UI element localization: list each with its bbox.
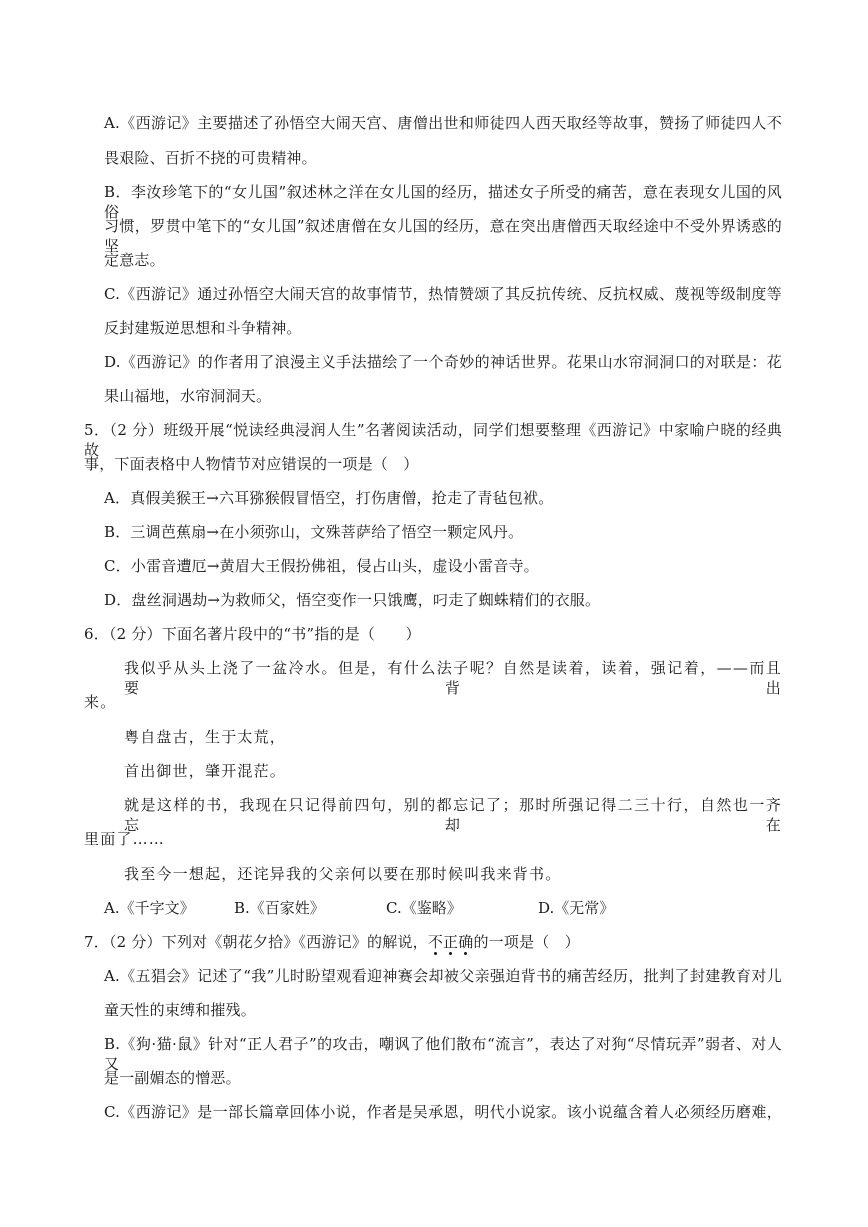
q7-option-c-line1: C.《西游记》是一部长篇章回体小说，作者是吴承恩，明代小说家。该小说蕴含着人必须经历磨难，: [104, 1103, 782, 1121]
q4-option-a-line1: A.《西游记》主要描述了孙悟空大闹天宫、唐僧出世和师徒四人西天取经等故事，赞扬了师徒四人不: [104, 114, 782, 132]
q6-option-c: C.《鉴略》: [386, 899, 462, 917]
q6-option-b: B.《百家姓》: [234, 899, 325, 917]
q6-passage-verse2: 首出御世，肇开混茫。: [124, 762, 287, 780]
q6-passage-para1-line2: 来。: [84, 693, 117, 711]
q7-stem: [84, 932, 580, 952]
emphasis-dot: [464, 952, 467, 955]
q7-stem-prefix: 7．（2 分）下列对《朝花夕拾》《西游记》的解说，: [84, 933, 428, 951]
q5-option-a: A．真假美猴王→六耳猕猴假冒悟空，打伤唐僧，抢走了青毡包袱。: [104, 489, 554, 507]
q6-stem: 6．（2 分）下面名著片段中的“书”指的是（ ）: [84, 625, 421, 643]
q7-option-a-line2: 童天性的束缚和摧残。: [104, 1001, 257, 1019]
q6-passage-verse1: 粤自盘古，生于太荒，: [124, 728, 287, 746]
q4-option-c-line2: 反封建叛逆思想和斗争精神。: [104, 319, 302, 337]
q6-passage-para2-line1: 就是这样的书，我现在只记得前四句，别的都忘记了；那时所强记得二三十行，自然也一齐忘却在: [124, 796, 782, 834]
q5-stem-line1: 5．（2 分）班级开展“悦读经典浸润人生”名著阅读活动，同学们想要整理《西游记》中家喻户晓的经典故: [84, 421, 782, 459]
q6-passage-para2-line2: 里面了……: [84, 830, 166, 848]
q4-option-d-line1: D.《西游记》的作者用了浪漫主义手法描绘了一个奇妙的神话世界。花果山水帘洞洞口的对联是：花: [104, 353, 782, 371]
q6-passage-para1-line1: 我似乎从头上浇了一盆冷水。但是，有什么法子呢？自然是读着，读着，强记着，——而且要背出: [124, 659, 782, 697]
emphasis-dot: [434, 952, 437, 955]
q5-stem-line2: 事，下面表格中人物情节对应错误的一项是（ ）: [84, 455, 419, 473]
q6-option-a: A.《千字文》: [104, 899, 195, 917]
q7-option-b-line1: B.《狗·猫·鼠》针对“正人君子”的攻击，嘲讽了他们散布“流言”，表达了对狗“尽情玩弄”弱者、对人又: [104, 1035, 782, 1073]
q5-option-d: D．盘丝洞遇劫→为救师父，悟空变作一只饿鹰，叼走了蜘蛛精们的衣服。: [104, 591, 601, 609]
q7-option-b-line2: 是一副媚态的憎恶。: [104, 1069, 241, 1087]
q7-option-a-line1: A.《五猖会》记述了“我”儿时盼望观看迎神赛会却被父亲强迫背书的痛苦经历，批判了封建教育对儿: [104, 967, 782, 985]
q7-stem-emphasis: 不正确: [427, 933, 474, 951]
q4-option-c-line1: C.《西游记》通过孙悟空大闹天宫的故事情节，热情赞颂了其反抗传统、反抗权威、蔑视等级制度等: [104, 285, 782, 303]
q5-option-b: B．三调芭蕉扇→在小须弥山，文殊菩萨给了悟空一颗定风丹。: [104, 523, 524, 541]
q4-option-a-line2: 畏艰险、百折不挠的可贵精神。: [104, 149, 317, 167]
q4-option-d-line2: 果山福地，水帘洞洞天。: [104, 387, 272, 405]
q5-option-c: C．小雷音遭厄→黄眉大王假扮佛祖，侵占山头，虚设小雷音寺。: [104, 557, 539, 575]
q4-option-b-line3: 定意志。: [104, 251, 165, 269]
q7-stem-suffix: 的一项是（ ）: [473, 933, 580, 951]
emphasis-dot: [449, 952, 452, 955]
q4-option-b-line1: B．李汝珍笔下的“女儿国”叙述林之洋在女儿国的经历，描述女子所受的痛苦，意在表现女儿国的风俗: [104, 183, 782, 221]
q6-passage-para3: 我至今一想起，还诧异我的父亲何以要在那时候叫我来背书。: [124, 865, 562, 883]
q4-option-b-line2: 习惯，罗贯中笔下的“女儿国”叙述唐僧在女儿国的经历，意在突出唐僧西天取经途中不受外界诱惑的坚: [104, 217, 782, 255]
q6-option-d: D.《无常》: [538, 899, 615, 917]
